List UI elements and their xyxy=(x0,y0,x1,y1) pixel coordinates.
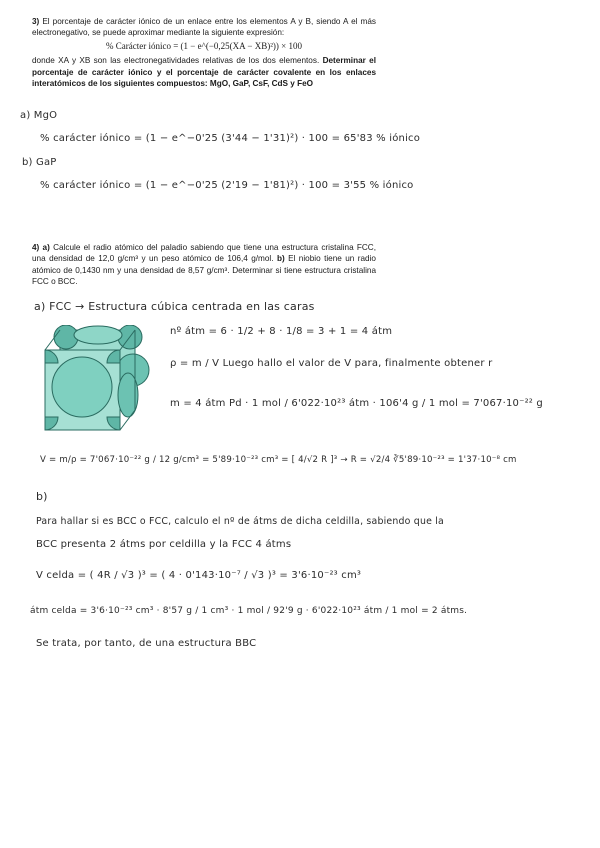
answer-4a-volume-radius: V = m/ρ = 7'067·10⁻²² g / 12 g/cm³ = 5'89·10⁻²³ cm³ = [ 4/√2 R ]³ → R = √2/4 ∛5'89·10⁻²³ = 1'37·10⁻⁸ cm xyxy=(40,455,517,465)
answer-4a-header: a) FCC → Estructura cúbica centrada en las caras xyxy=(34,300,315,313)
problem-4-number: 4) a) xyxy=(32,243,50,252)
answer-4a-density-relation: ρ = m / V Luego hallo el valor de V para, finalmente obtener r xyxy=(170,358,493,369)
answer-4b-conclusion: Se trata, por tanto, de una estructura BBC xyxy=(36,638,257,649)
problem-4-part-b: El niobio tiene un radio atómico de 0,1430 nm y una densidad de 8,57 g/cm³. Determinar si tiene estructura cristalina FCC o BCC. xyxy=(32,254,376,287)
problem-3-intro-text: El porcentaje de carácter iónico de un enlace entre los elementos A y B, siendo A el más electronegativo, se puede aproximar mediante la siguiente expresión: xyxy=(32,17,376,38)
problem-3-statement xyxy=(32,16,376,89)
answer-4b-header: b) xyxy=(36,490,48,503)
answer-4b-cell-volume: V celda = ( 4R / √3 )³ = ( 4 · 0'143·10⁻⁷ / √3 )³ = 3'6·10⁻²³ cm³ xyxy=(36,570,362,581)
answer-4a-mass-calculation: m = 4 átm Pd · 1 mol / 6'022·10²³ átm · 106'4 g / 1 mol = 7'067·10⁻²² g xyxy=(170,398,543,409)
fcc-unit-cell-image xyxy=(40,325,150,435)
answer-3b-equation: % carácter iónico = (1 − e^−0'25 (2'19 − 1'81)²) · 100 = 3'55 % iónico xyxy=(40,180,414,191)
answer-3a-label: a) MgO xyxy=(20,110,58,121)
problem-4-part-b-label: b) xyxy=(276,254,285,264)
answer-4b-text-1: Para hallar si es BCC o FCC, calculo el nº de átms de dicha celdilla, sabiendo que la xyxy=(36,516,444,527)
problem-3-body-line: donde XA y XB son las electronegatividades relativas de los dos elementos. xyxy=(32,56,320,66)
answer-4b-atoms-per-cell: átm celda = 3'6·10⁻²³ cm³ · 8'57 g / 1 cm³ · 1 mol / 92'9 g · 6'022·10²³ átm / 1 mol = 2 átms. xyxy=(30,606,468,616)
answer-4b-text-2: BCC presenta 2 átms por celdilla y la FCC 4 átms xyxy=(36,539,292,550)
problem-4-part-a: Calcule el radio atómico del paladio sabiendo que tiene una estructura cristalina FCC, una densidad de 12,0 g/cm³ y un peso atómico de 106,4 g/mol. xyxy=(32,243,376,264)
answer-3a-equation: % carácter iónico = (1 − e^−0'25 (3'44 − 1'31)²) · 100 = 65'83 % iónico xyxy=(40,133,421,144)
problem-3-number: 3) xyxy=(32,17,40,26)
problem-3-question: Determinar el porcentaje de carácter iónico y el porcentaje de carácter covalente en los enlaces interatómicos de los siguientes compuestos: MgO, GaP, CsF, CdS y FeO xyxy=(32,56,376,89)
ionic-character-formula: % Carácter iónico = (1 − e^(−0,25(XA − XB)²)) × 100 xyxy=(105,40,302,51)
problem-3-body xyxy=(32,55,376,89)
answer-3b-label: b) GaP xyxy=(22,157,57,168)
answer-4a-atoms-count: nº átm = 6 · 1/2 + 8 · 1/8 = 3 + 1 = 4 átm xyxy=(170,326,393,337)
problem-3-intro xyxy=(32,16,376,39)
problem-4-statement xyxy=(32,242,376,288)
